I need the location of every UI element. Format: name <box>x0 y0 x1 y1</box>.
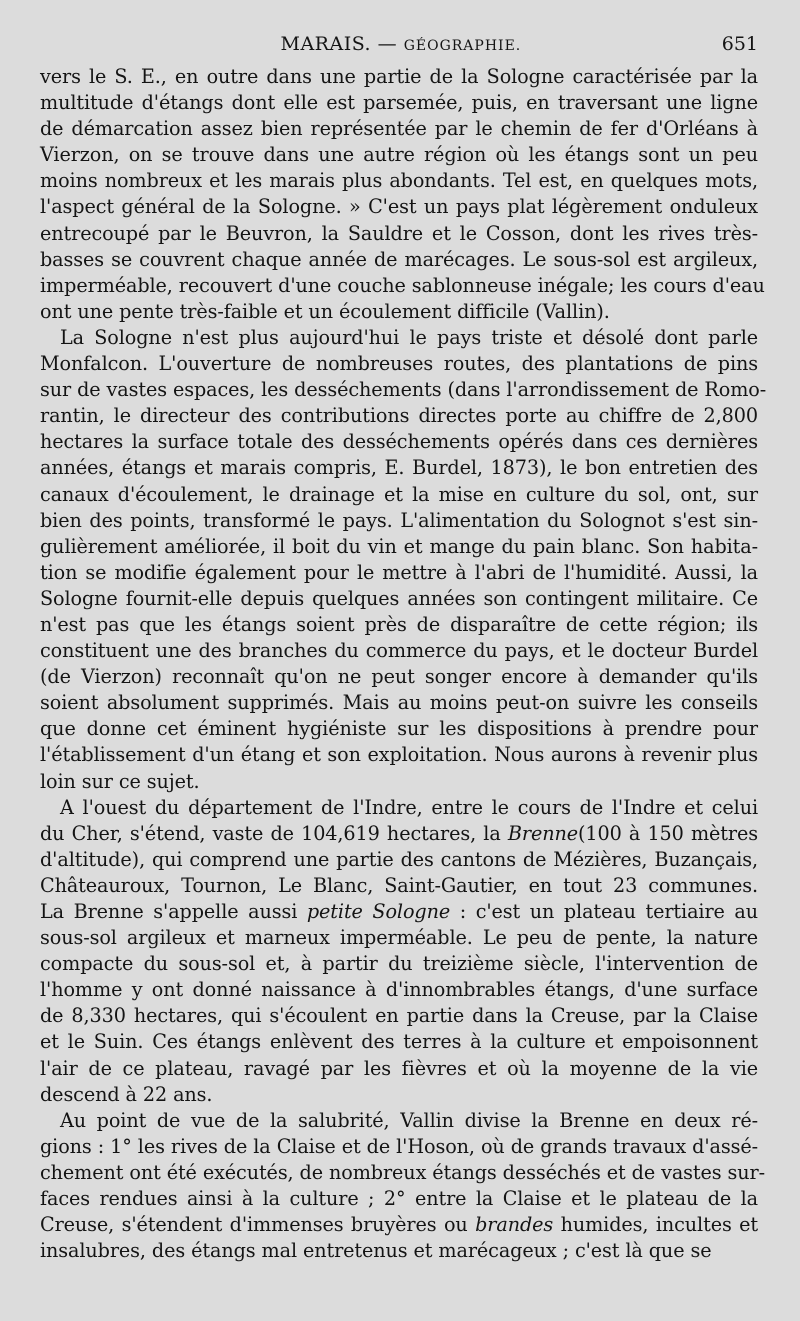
italic-term: Brenne <box>507 821 578 845</box>
italic-term: brandes <box>475 1213 554 1237</box>
text-line: bien des points, transformé le pays. L'alimentation du Solognot s'est sin- <box>40 508 758 532</box>
text-line: hectares la surface totale des desséchements opérés dans ces dernières <box>40 430 758 454</box>
text-line: Au point de vue de la salubrité, Vallin divise la Brenne en deux ré- <box>60 1108 758 1132</box>
text-line: rantin, le directeur des contributions directes porte au chiffre de 2,800 <box>40 404 758 428</box>
text-line: constituent une des branches du commerce du pays, et le docteur Burdel <box>40 639 758 663</box>
chapter-title: MARAIS. <box>280 33 372 55</box>
paragraph <box>40 325 767 795</box>
text-line: et le Suin. Ces étangs enlèvent des terres à la culture et empoisonnent <box>40 1030 758 1054</box>
text-line: l'établissement d'un étang et son exploitation. Nous aurons à revenir plus <box>40 743 758 767</box>
text-line: compacte du sous-sol et, à partir du treizième siècle, l'intervention de <box>40 952 758 976</box>
text-line: moins nombreux et les marais plus abondants. Tel est, en quelques mots, <box>40 169 758 193</box>
running-head-title <box>40 30 722 60</box>
text-line: sous-sol argileux et marneux imperméable. Le peu de pente, la nature <box>40 926 758 950</box>
text-line: basses se couvrent chaque année de marécages. Le sous-sol est argileux, <box>40 247 758 271</box>
text-line: (de Vierzon) reconnaît qu'on ne peut songer encore à demander qu'ils <box>40 665 758 689</box>
text-line: A l'ouest du département de l'Indre, entre le cours de l'Indre et celui <box>60 795 758 819</box>
text-line: l'homme y ont donné naissance à d'innombrables étangs, d'une surface <box>40 978 758 1002</box>
text-line: ont une pente très-faible et un écoulement difficile (Vallin). <box>40 299 610 323</box>
italic-term: petite Sologne <box>306 900 451 923</box>
text-line: multitude d'étangs dont elle est parsemée, puis, en traversant une ligne <box>40 91 758 115</box>
text-line: du Cher, s'étend, vaste de 104,619 hectares, la Brenne(100 à 150 mètres <box>40 821 758 845</box>
paragraph <box>40 64 765 325</box>
text-line: chement ont été exécutés, de nombreux étangs desséchés et de vastes sur- <box>40 1160 765 1184</box>
text-line: n'est pas que les étangs soient près de disparaître de cette région; ils <box>40 612 758 636</box>
text-line: entrecoupé par le Beuvron, la Sauldre et le Cosson, dont les rives très- <box>40 221 758 245</box>
text-line: gulièrement améliorée, il boit du vin et mange du pain blanc. Son habita- <box>40 534 758 558</box>
text-line: d'altitude), qui comprend une partie des cantons de Mézières, Buzançais, <box>40 847 758 871</box>
section-title: GÉOGRAPHIE. <box>403 38 522 54</box>
paragraph <box>40 1108 765 1265</box>
text-line: de 8,330 hectares, qui s'écoulent en partie dans la Creuse, par la Claise <box>40 1004 758 1028</box>
text-line: canaux d'écoulement, le drainage et la mise en culture du sol, ont, sur <box>40 482 758 506</box>
text-line: de démarcation assez bien représentée par le chemin de fer d'Orléans à <box>40 117 758 141</box>
page-number: 651 <box>721 33 758 55</box>
text-line: gions : 1° les rives de la Claise et de l'Hoson, où de grands travaux d'assé- <box>40 1134 758 1158</box>
text-line: que donne cet éminent hygiéniste sur les dispositions à prendre pour <box>40 717 758 741</box>
text-line: vers le S. E., en outre dans une partie de la Sologne caractérisée par la <box>40 65 758 88</box>
text-line: Vierzon, on se trouve dans une autre région où les étangs sont un peu <box>40 143 758 167</box>
text-line: Monfalcon. L'ouverture de nombreuses routes, des plantations de pins <box>40 352 758 376</box>
text-body <box>40 64 767 1264</box>
text-line: l'aspect général de la Sologne. » C'est un pays plat légèrement onduleux <box>40 195 758 219</box>
text-line: faces rendues ainsi à la culture ; 2° entre la Claise et le plateau de la <box>40 1187 758 1211</box>
text-line: tion se modifie également pour le mettre à l'abri de l'humidité. Aussi, la <box>40 560 758 584</box>
running-head <box>40 30 758 60</box>
text-line: l'air de ce plateau, ravagé par les fièvres et où la moyenne de la vie <box>40 1056 758 1080</box>
text-line: soient absolument supprimés. Mais au moins peut-on suivre les conseils <box>40 691 758 715</box>
paragraph <box>40 795 758 1108</box>
text-line: sur de vastes espaces, les desséchements (dans l'arrondissement de Romo- <box>40 378 767 402</box>
title-separator: — <box>371 33 404 55</box>
text-line: descend à 22 ans. <box>40 1082 213 1106</box>
text-line: Châteauroux, Tournon, Le Blanc, Saint-Gautier, en tout 23 communes. <box>40 873 758 897</box>
text-line: La Sologne n'est plus aujourd'hui le pays triste et désolé dont parle <box>60 325 758 349</box>
text-line: Creuse, s'étendent d'immenses bruyères ou brandes humides, incultes et <box>40 1213 758 1237</box>
text-line: La Brenne s'appelle aussi petite Sologne : c'est un plateau tertiaire au <box>40 900 758 923</box>
text-line: loin sur ce sujet. <box>40 769 200 793</box>
text-line: années, étangs et marais compris, E. Burdel, 1873), le bon entretien des <box>40 456 758 480</box>
text-line: imperméable, recouvert d'une couche sablonneuse inégale; les cours d'eau <box>40 273 765 297</box>
text-line: insalubres, des étangs mal entretenus et marécageux ; c'est là que se <box>40 1239 712 1263</box>
text-line: Sologne fournit-elle depuis quelques années son contingent militaire. Ce <box>40 586 758 610</box>
